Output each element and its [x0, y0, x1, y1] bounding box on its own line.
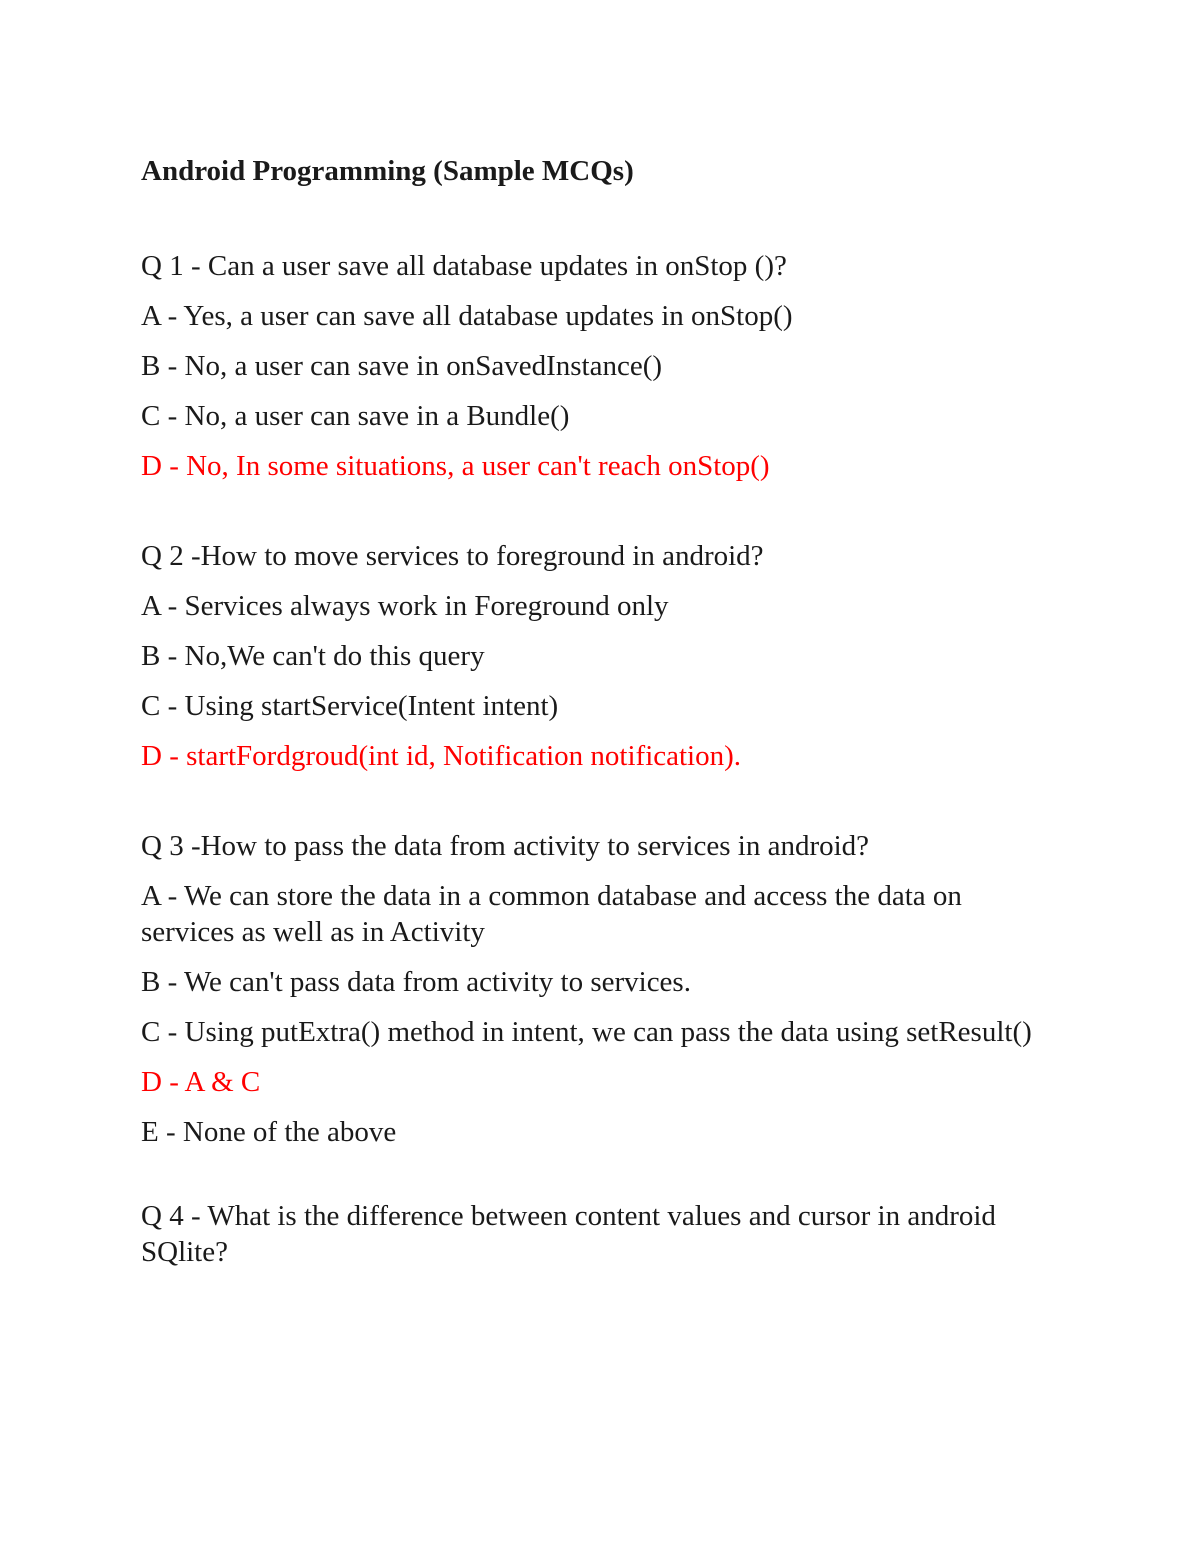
question-2 [141, 538, 1061, 774]
question-1 [141, 248, 1061, 484]
question-3-option-e: E - None of the above [141, 1116, 397, 1148]
question-1-option-a: A - Yes, a user can save all database updates in onStop() [141, 300, 793, 332]
question-1-text: Q 1 - Can a user save all database updates in onStop ()? [141, 250, 787, 282]
question-1-option-b: B - No, a user can save in onSavedInstance() [141, 350, 663, 382]
question-3 [141, 828, 1061, 1150]
document-content [141, 150, 1061, 1284]
question-1-option-c: C - No, a user can save in a Bundle() [141, 400, 570, 432]
question-3-text: Q 3 -How to pass the data from activity to services in android? [141, 830, 870, 862]
question-2-option-d-correct: D - startFordgroud(int id, Notification notification). [141, 740, 742, 772]
document-title: Android Programming (Sample MCQs) [141, 155, 634, 187]
question-4 [141, 1198, 1061, 1270]
question-2-option-b: B - No,We can't do this query [141, 640, 485, 672]
question-3-option-d-correct: D - A & C [141, 1066, 261, 1098]
question-2-option-c: C - Using startService(Intent intent) [141, 690, 559, 722]
question-3-option-c: C - Using putExtra() method in intent, we can pass the data using setResult() [141, 1016, 1032, 1048]
question-3-option-a: A - We can store the data in a common database and access the data on services as well as in Activity [141, 880, 962, 948]
question-4-text: Q 4 - What is the difference between content values and cursor in android SQlite? [141, 1200, 996, 1268]
question-2-text: Q 2 -How to move services to foreground in android? [141, 540, 764, 572]
question-3-option-b: B - We can't pass data from activity to services. [141, 966, 691, 998]
question-1-option-d-correct: D - No, In some situations, a user can't reach onStop() [141, 450, 770, 482]
question-2-option-a: A - Services always work in Foreground only [141, 590, 669, 622]
